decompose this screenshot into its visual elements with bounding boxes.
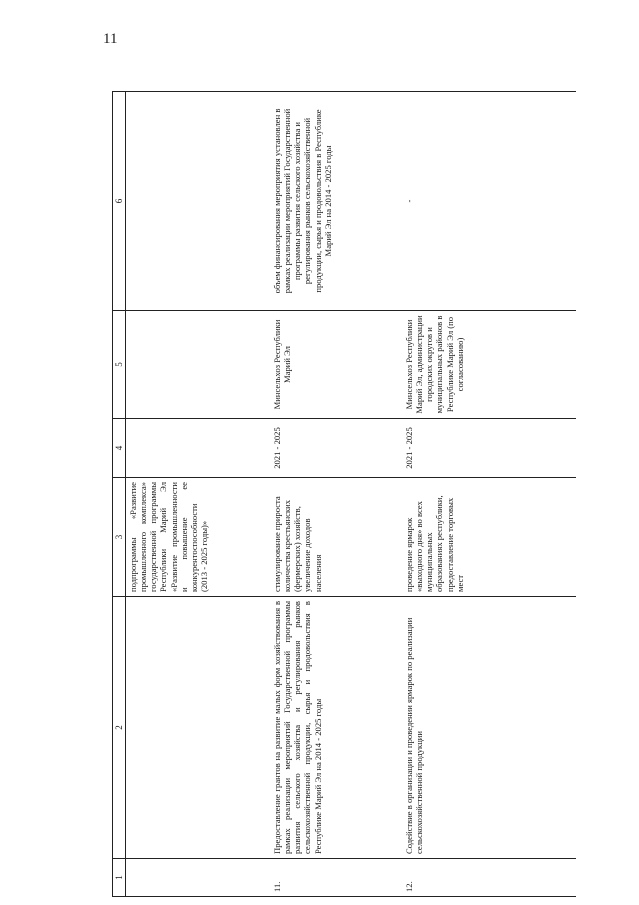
- table-row: [270, 92, 402, 897]
- header-col-6: 6: [113, 92, 126, 311]
- header-col-2: 2: [113, 597, 126, 859]
- result-cell: подпрограммы «Развитие промышленного комплекса» государственной программы Республики Марий Эл «Развитие промышленности и повышение ее конкурентоспособности (2013 - 2025 годы)»: [126, 478, 271, 597]
- period-cell: 2021 - 2025: [270, 419, 402, 478]
- period-cell: 2021 - 2025: [402, 419, 576, 478]
- table-row-continuation: [126, 92, 271, 897]
- header-col-5: 5: [113, 311, 126, 419]
- row-number: 11.: [270, 859, 402, 897]
- row-number: [126, 859, 271, 897]
- funding-cell: объем финансирования мероприятия установлен в рамках реализации мероприятий Государственной программы развития сельского хозяйства и регулирования рынков сельскохозяйственной продукции, сырья и продовольствия в Республике Марий Эл на 2014 - 2025 годы: [270, 92, 402, 311]
- table-row: [402, 92, 576, 897]
- table-header-row: [113, 92, 126, 897]
- executor-cell: Минсельхоз Республики Марий Эл: [270, 311, 402, 419]
- header-col-1: 1: [113, 859, 126, 897]
- rotated-table-container: [112, 92, 592, 897]
- funding-cell: -: [402, 92, 576, 311]
- result-cell: стимулирование прироста количества крестьянских (фермерских) хозяйств, увеличение доходов населения: [270, 478, 402, 597]
- header-col-4: 4: [113, 419, 126, 478]
- measures-table: [112, 91, 576, 897]
- result-cell: проведение ярмарок «выходного дня» во всех муниципальных образованиях республики, предоставление торговых мест: [402, 478, 576, 597]
- measure-cell: [126, 597, 271, 859]
- row-number: 12.: [402, 859, 576, 897]
- measure-cell: Содействие в организации и проведении ярмарок по реализации сельскохозяйственной продукции: [402, 597, 576, 859]
- measure-cell: Предоставление грантов на развитие малых форм хозяйствования в рамках реализации мероприятий Государственной программы развития сельского хозяйства и регулирования рынков сельскохозяйственной продукции, сырья и продовольствия в Республике Марий Эл на 2014 - 2025 годы: [270, 597, 402, 859]
- funding-cell: [126, 92, 271, 311]
- page-number: 11: [103, 31, 118, 47]
- executor-cell: Минсельхоз Республики Марий Эл, администрации городских округов и муниципальных районов в Республике Марий Эл (по согласованию): [402, 311, 576, 419]
- executor-cell: [126, 311, 271, 419]
- period-cell: [126, 419, 271, 478]
- header-col-3: 3: [113, 478, 126, 597]
